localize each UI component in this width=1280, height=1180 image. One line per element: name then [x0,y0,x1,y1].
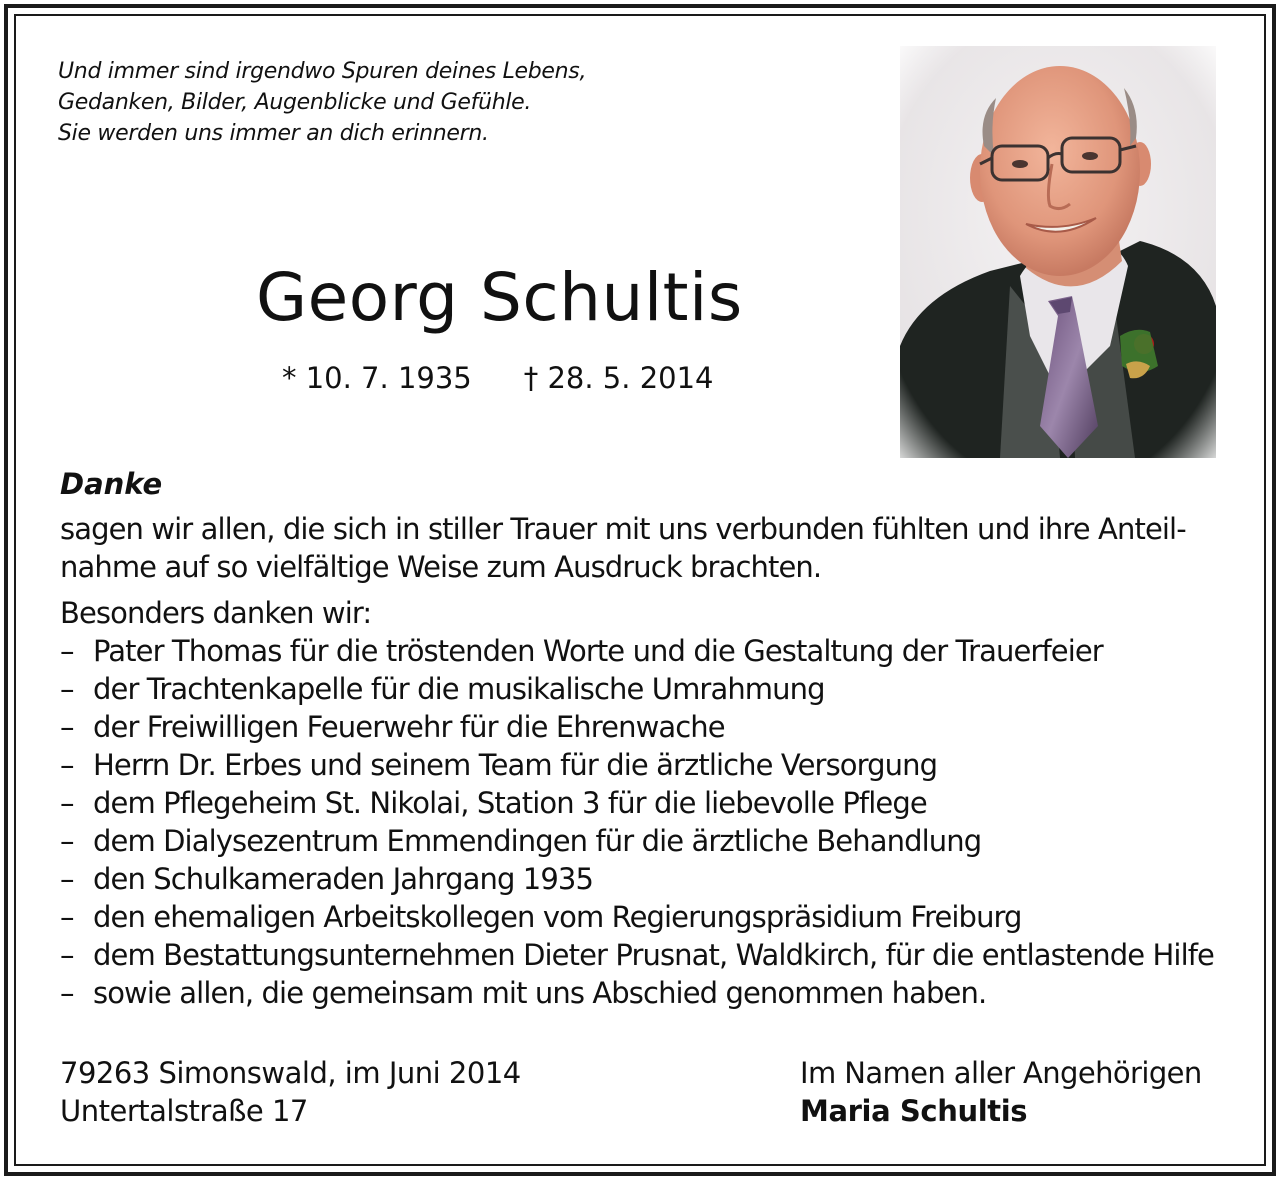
signature-block [800,1054,1202,1130]
list-item [60,860,1220,898]
special-thanks-heading: Besonders danken wir: [60,596,372,630]
street-address: Untertalstraße 17 [60,1094,308,1128]
list-item [60,822,1220,860]
life-dates [282,358,714,398]
signer-name: Maria Schultis [800,1094,1028,1128]
dash-bullet: – [60,976,74,1010]
poem-line: Und immer sind irgendwo Spuren deines Lebens, [58,59,587,84]
list-item-text: der Trachtenkapelle für die musikalische Umrahmung [93,672,825,706]
memorial-poem [58,56,818,149]
dash-bullet: – [60,786,74,820]
list-item [60,708,1220,746]
address-block [60,1054,521,1130]
deceased-name: Georg Schultis [256,259,743,336]
thanks-intro-line: sagen wir allen, die sich in stiller Trauer mit uns verbunden fühlten und ihre Anteil- [60,512,1186,546]
list-item-text: Pater Thomas für die tröstenden Worte und die Gestaltung der Trauerfeier [93,634,1103,668]
death-date: † 28. 5. 2014 [523,361,714,395]
portrait-photo [900,46,1216,458]
list-item [60,784,1220,822]
thanks-heading: Danke [60,467,163,501]
list-item-text: den ehemaligen Arbeitskollegen vom Regierungspräsidium Freiburg [93,900,1022,934]
list-item [60,746,1220,784]
on-behalf-text: Im Namen aller Angehörigen [800,1056,1202,1090]
place-date: 79263 Simonswald, im Juni 2014 [60,1056,521,1090]
list-item-text: dem Bestattungsunternehmen Dieter Prusnat, Waldkirch, für die entlastende Hilfe [93,938,1215,972]
dash-bullet: – [60,672,74,706]
list-item-text: Herrn Dr. Erbes und seinem Team für die ärztliche Versorgung [93,748,938,782]
list-item [60,632,1220,670]
list-item [60,936,1220,974]
list-item-text: sowie allen, die gemeinsam mit uns Abschied genommen haben. [93,976,987,1010]
thanks-body [60,510,1220,1012]
list-item-text: dem Dialysezentrum Emmendingen für die ärztliche Behandlung [93,824,982,858]
list-item [60,670,1220,708]
list-item-text: den Schulkameraden Jahrgang 1935 [93,862,594,896]
dash-bullet: – [60,938,74,972]
dash-bullet: – [60,900,74,934]
list-item [60,898,1220,936]
thanks-intro-line: nahme auf so vielfältige Weise zum Ausdruck brachten. [60,550,822,584]
dash-bullet: – [60,862,74,896]
dash-bullet: – [60,824,74,858]
list-item-text: dem Pflegeheim St. Nikolai, Station 3 für die liebevolle Pflege [93,786,927,820]
dash-bullet: – [60,634,74,668]
list-item [60,974,1220,1012]
dash-bullet: – [60,710,74,744]
list-item-text: der Freiwilligen Feuerwehr für die Ehrenwache [93,710,725,744]
dash-bullet: – [60,748,74,782]
birth-date: * 10. 7. 1935 [282,361,472,395]
poem-line: Gedanken, Bilder, Augenblicke und Gefühle. [58,90,532,115]
poem-line: Sie werden uns immer an dich erinnern. [58,121,489,146]
